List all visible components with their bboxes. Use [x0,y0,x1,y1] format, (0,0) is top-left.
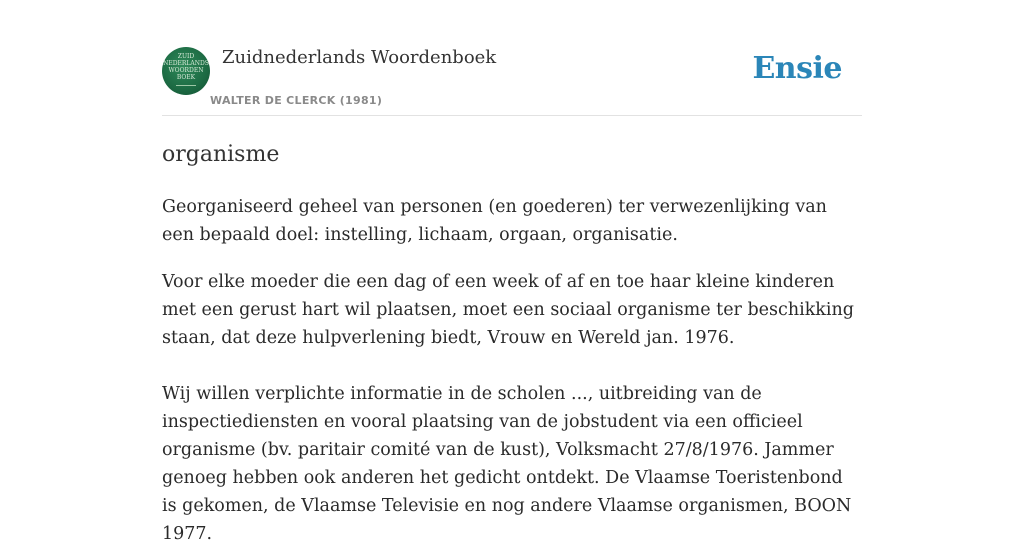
page-header [162,0,862,116]
logo-line: NEDERLANDS [163,60,209,67]
dictionary-logo[interactable] [162,47,210,95]
example-quote: Wij willen verplichte informatie in de scholen ..., uitbreiding van de inspectiediensten en vooral plaatsing van de jobstudent via een officieel organisme (bv. paritair comité van de kust), Volksmacht 27/8/1976. Jammer genoeg hebben ook anderen het gedicht ontdekt. De Vlaamse Toeristenbond is gekomen, de Vlaamse Televisie en nog andere Vlaamse organismen, BOON 1977. [162,384,852,544]
logo-line: ZUID [177,53,195,60]
dictionary-title[interactable]: Zuidnederlands Woordenboek [222,47,497,68]
dictionary-author: WALTER DE CLERCK (1981) [210,94,383,107]
logo-rule [176,85,196,86]
definition: Georganiseerd geheel van personen (en goederen) ter verwezenlijking van een bepaald doel: instelling, lichaam, orgaan, organisatie. [162,197,827,245]
logo-line: BOEK [176,74,196,81]
dictionary-page [162,0,862,544]
brand-logo[interactable]: Ensie [752,51,842,86]
logo-lettering [162,53,210,81]
headword: organisme [162,142,280,167]
logo-line: WOORDEN [168,67,204,74]
example-quote: Voor elke moeder die een dag of een week of af en toe haar kleine kinderen met een gerust hart wil plaatsen, moet een sociaal organisme ter beschikking staan, dat deze hulpverlening biedt, Vrouw en Wereld jan. 1976. [162,272,854,348]
